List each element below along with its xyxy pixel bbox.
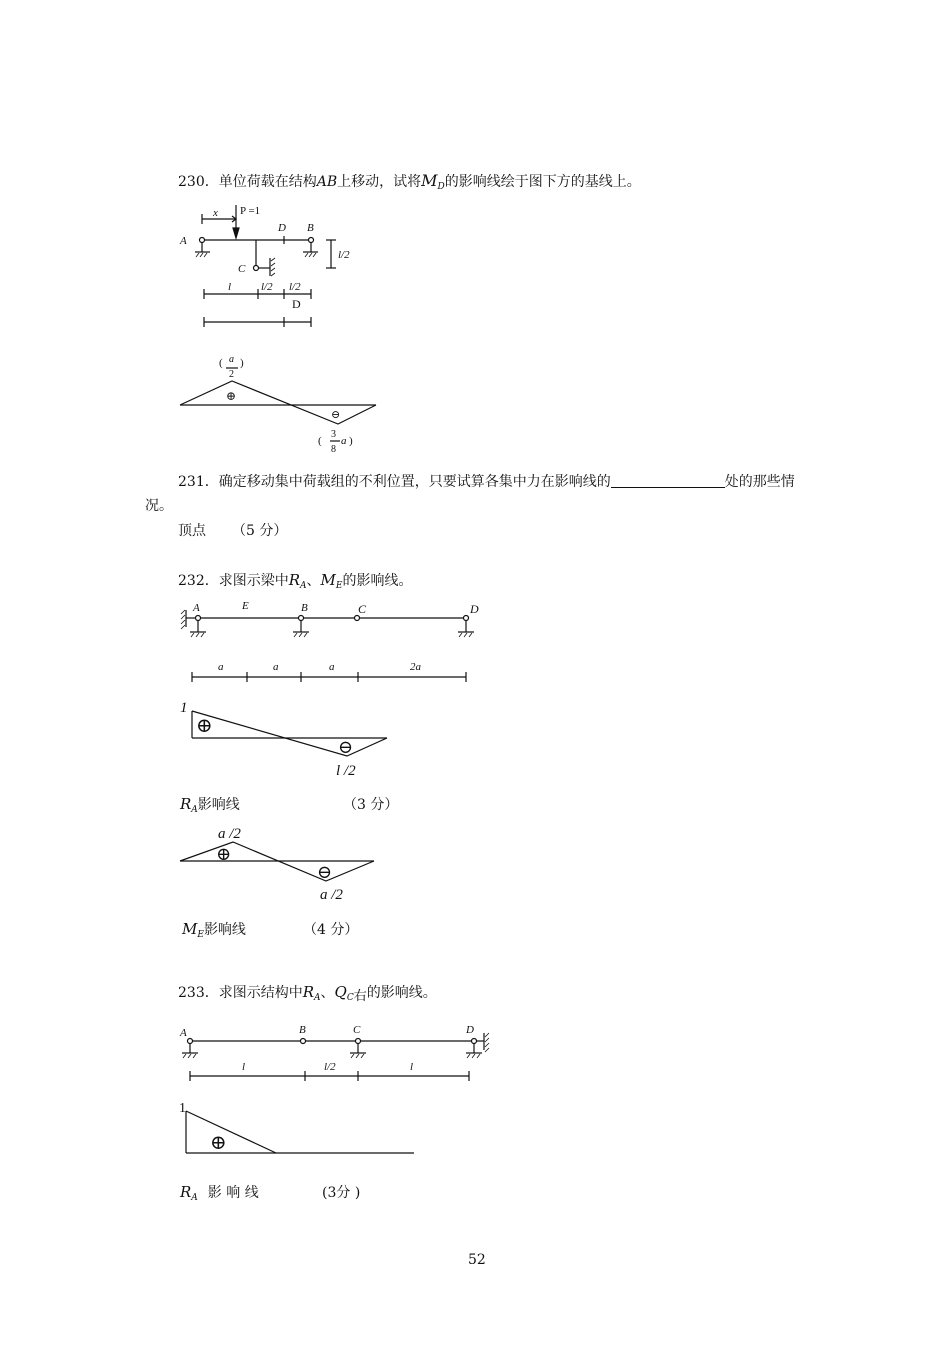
q230-m: M bbox=[421, 171, 438, 190]
q233-text-a: 求图示结构中 bbox=[218, 985, 303, 1001]
q230-dim3-label: l/2 bbox=[289, 281, 301, 293]
q230-bot-num: 3 bbox=[331, 429, 336, 440]
q232-ra-plus-icon: ⊕ bbox=[196, 715, 213, 737]
q232-ra-score: （3 分） bbox=[343, 797, 399, 813]
q230-minus-icon: ⊖ bbox=[331, 409, 341, 421]
q232-d-label: D bbox=[470, 602, 479, 616]
q232-ra-top: 1 bbox=[180, 700, 188, 716]
q233-ra-top: 1 bbox=[179, 1101, 186, 1116]
q231-text-b: 处的那些情 bbox=[724, 474, 795, 490]
q231-text-a: 确定移动集中荷载组的不利位置，只要试算各集中力在影响线的 bbox=[218, 474, 611, 490]
q233-ra-label-text: 影 响 线 bbox=[207, 1185, 259, 1201]
q230-ab: AB bbox=[316, 174, 338, 190]
q230-dim2-label: l/2 bbox=[261, 281, 273, 293]
q232-me-top: a /2 bbox=[218, 826, 241, 842]
q233-dim3-label: l bbox=[410, 1061, 414, 1073]
q230-top-num: a bbox=[229, 354, 234, 365]
q233-b-label: B bbox=[299, 1024, 306, 1036]
q232-c-label: C bbox=[358, 602, 367, 616]
q230-text-c: 的影响线绘于图下方的基线上。 bbox=[444, 174, 641, 190]
q233-ra-label: R bbox=[180, 1183, 192, 1201]
q231-score: （5 分） bbox=[232, 523, 288, 539]
q230-dim-d-label: D bbox=[292, 297, 301, 311]
q233-text-b: 的影响线。 bbox=[366, 985, 437, 1001]
q232-r: R bbox=[288, 571, 301, 589]
q232-ra-label-sub: A bbox=[191, 805, 198, 815]
q230-height-label: l/2 bbox=[338, 249, 350, 261]
q233-q-sub: C bbox=[346, 993, 354, 1003]
q233-r: R bbox=[302, 983, 315, 1001]
q233-a-label: A bbox=[180, 1027, 187, 1039]
q232-dim2-label: a bbox=[273, 661, 279, 673]
page-number: 52 bbox=[468, 1252, 486, 1268]
q232-text-b: 的影响线。 bbox=[342, 573, 413, 589]
q232-dim3-label: a bbox=[329, 661, 335, 673]
q230-bot-close: ) bbox=[349, 435, 353, 447]
q230-p-label: P =1 bbox=[240, 205, 261, 217]
q231-text-c: 况。 bbox=[145, 498, 173, 514]
q232-me-label-text: 影响线 bbox=[203, 922, 246, 938]
q232-sep: 、 bbox=[306, 573, 321, 589]
q233-c-label: C bbox=[353, 1024, 361, 1036]
q232-ra-label: R bbox=[180, 795, 192, 813]
q230-d-label: D bbox=[278, 222, 286, 234]
q230-bot-den: 8 bbox=[331, 444, 336, 455]
q232-me-minus-icon: ⊖ bbox=[317, 862, 333, 882]
q233-r-sub: A bbox=[314, 993, 321, 1003]
q230-dim1-label: l bbox=[228, 281, 232, 293]
q230-b-label: B bbox=[307, 222, 314, 234]
q230-a-label: A bbox=[180, 235, 187, 247]
q231-number: 231． bbox=[178, 474, 219, 490]
q232-me-plus-icon: ⊕ bbox=[216, 844, 232, 864]
q230-text-b: 上移动，试将 bbox=[337, 174, 422, 190]
q232-me-score: （4 分） bbox=[303, 922, 359, 938]
q233-q-sub2: 右 bbox=[353, 989, 367, 1004]
q233-q: Q bbox=[334, 983, 347, 1001]
q230-m-sub: D bbox=[437, 182, 445, 192]
q230-plus-icon: ⊕ bbox=[226, 389, 237, 403]
q231-answer: 顶点 bbox=[178, 523, 206, 539]
q232-r-sub: A bbox=[300, 581, 307, 591]
q232-me-bottom: a /2 bbox=[320, 887, 343, 903]
q230-x-label: x bbox=[213, 207, 218, 219]
q233-ra-score: (3分 ) bbox=[322, 1185, 361, 1201]
q232-dim4-label: 2a bbox=[410, 661, 421, 673]
q232-dim1-label: a bbox=[218, 661, 224, 673]
q232-ra-label-text: 影响线 bbox=[197, 797, 240, 813]
q230-bot-open: ( bbox=[318, 435, 322, 447]
q230-top-close: ) bbox=[240, 357, 244, 369]
q232-m: M bbox=[320, 571, 336, 589]
q232-e-label: E bbox=[242, 600, 249, 612]
q233-ra-caption bbox=[180, 1182, 259, 1203]
q233-sep: 、 bbox=[320, 985, 335, 1001]
q232-b-label: B bbox=[301, 602, 308, 614]
q233-dim1-label: l bbox=[242, 1061, 246, 1073]
q232-ra-minus-icon: ⊖ bbox=[338, 737, 354, 757]
q232-m-sub: E bbox=[335, 581, 343, 591]
q230-bot-var: a bbox=[341, 435, 347, 447]
q232-a-label: A bbox=[193, 602, 200, 614]
q233-ra-plus-icon: ⊕ bbox=[210, 1132, 227, 1154]
q232-text-a: 求图示梁中 bbox=[218, 573, 289, 589]
q232-number: 232． bbox=[178, 573, 219, 589]
q230-c-label: C bbox=[238, 263, 246, 275]
q230-text-a: 单位荷载在结构 bbox=[218, 174, 317, 190]
q233-ra-label-sub: A bbox=[191, 1193, 198, 1203]
q233-number: 233． bbox=[178, 985, 219, 1001]
q230-number: 230． bbox=[178, 174, 219, 190]
q232-me-label: M bbox=[182, 920, 198, 938]
q230-top-open: ( bbox=[219, 357, 223, 369]
q230-top-den: 2 bbox=[229, 369, 234, 380]
q233-dim2-label: l/2 bbox=[324, 1061, 336, 1073]
q233-d-label: D bbox=[466, 1024, 474, 1036]
q232-me-label-sub: E bbox=[197, 930, 204, 940]
q232-ra-bottom: l /2 bbox=[336, 763, 356, 779]
